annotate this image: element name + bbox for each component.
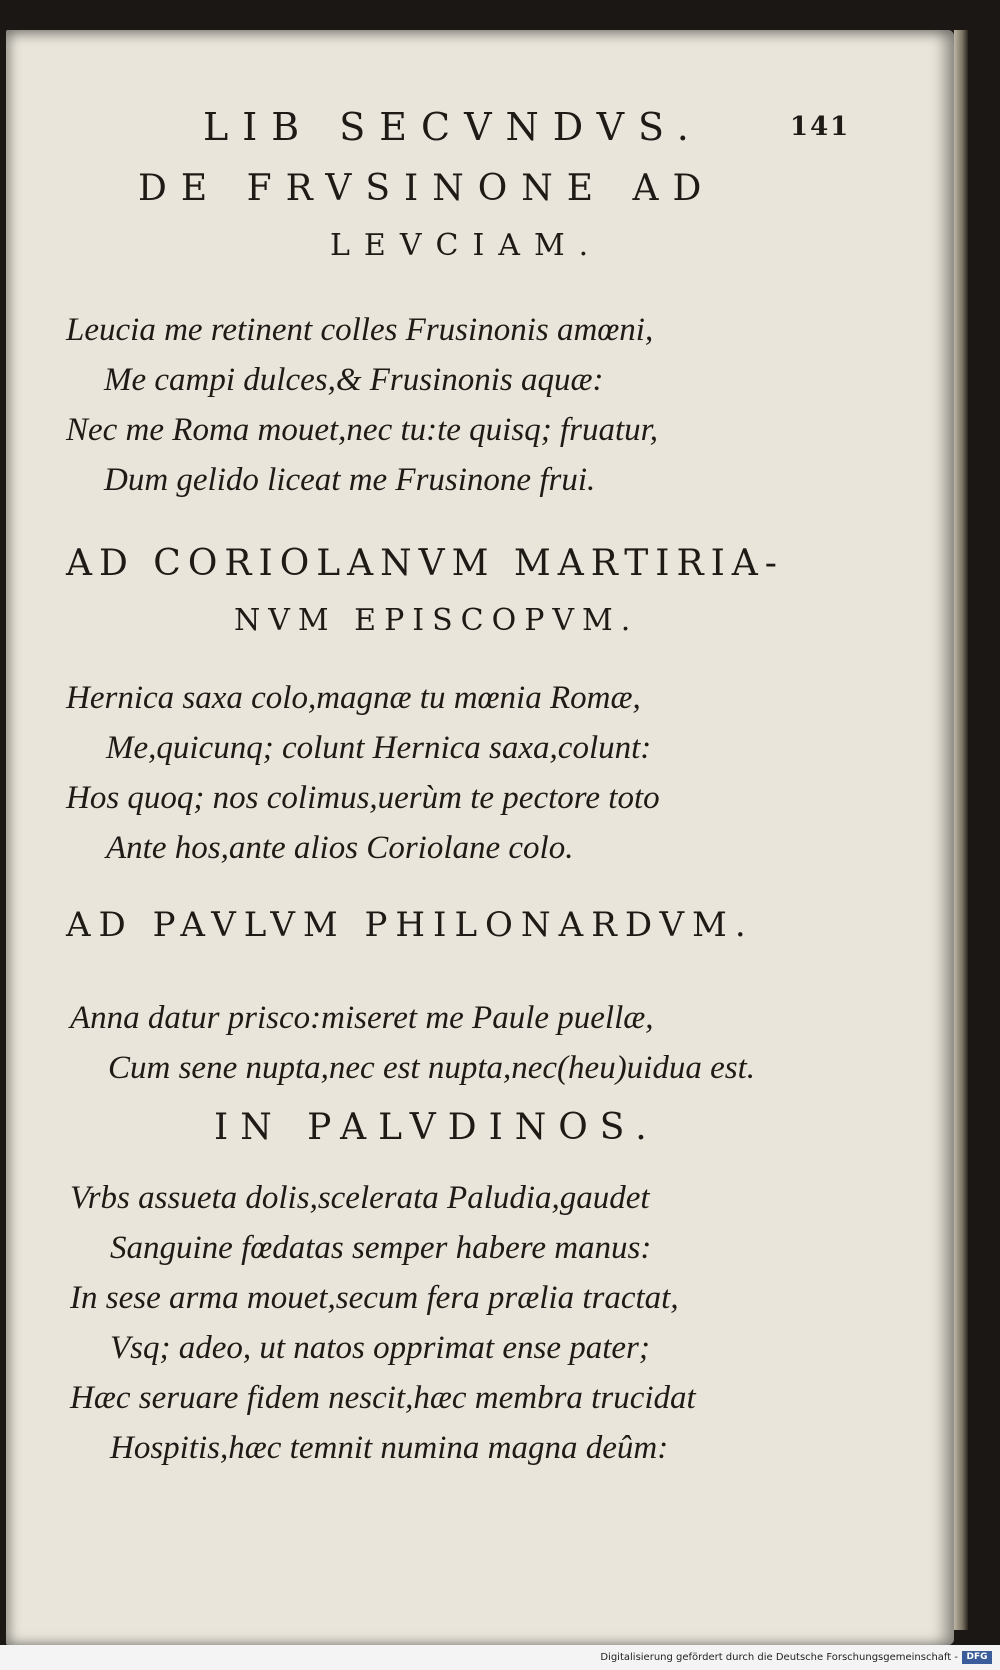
poem-2-line-1: Hernica saxa colo,magnæ tu mœnia Romæ, — [66, 680, 641, 716]
poem-1-title-line-1: DE FRVSINONE AD — [138, 168, 716, 209]
poem-3-title: AD PAVLVM PHILONARDVM. — [66, 905, 754, 945]
poem-3-line-1: Anna datur prisco:miseret me Paule puellæ, — [70, 1000, 654, 1036]
poem-4-line-1: Vrbs assueta dolis,scelerata Paludia,gaudet — [70, 1180, 650, 1216]
poem-1-line-2: Me campi dulces,& Frusinonis aquæ: — [104, 362, 604, 398]
poem-1-line-1: Leucia me retinent colles Frusinonis amœni, — [66, 312, 654, 348]
page-number: 141 — [790, 112, 851, 142]
poem-1-title-line-2: LEVCIAM. — [330, 228, 603, 263]
poem-2-title-line-2: NVM EPISCOPVM. — [234, 603, 639, 638]
poem-3-line-2: Cum sene nupta,nec est nupta,nec(heu)uidua est. — [108, 1050, 756, 1086]
poem-2-line-2: Me,quicunq; colunt Hernica saxa,colunt: — [106, 730, 652, 766]
poem-4-line-2: Sanguine fœdatas semper habere manus: — [110, 1230, 652, 1266]
running-title: LIB SECVNDVS. — [203, 105, 703, 149]
poem-2-line-4: Ante hos,ante alios Coriolane colo. — [106, 830, 574, 866]
poem-2-line-3: Hos quoq; nos colimus,uerùm te pectore toto — [66, 780, 660, 816]
poem-2-title-line-1: AD CORIOLANVM MARTIRIA- — [66, 543, 784, 584]
poem-1-line-4: Dum gelido liceat me Frusinone frui. — [104, 462, 596, 498]
poem-4-line-6: Hospitis,hæc temnit numina magna deûm: — [110, 1430, 669, 1466]
poem-4-line-3: In sese arma mouet,secum fera prælia tractat, — [70, 1280, 679, 1316]
poem-4-line-5: Hæc seruare fidem nescit,hæc membra trucidat — [70, 1380, 696, 1416]
page-edge — [954, 30, 968, 1630]
dfg-logo: DFG — [962, 1651, 992, 1664]
poem-1-line-3: Nec me Roma mouet,nec tu:te quisq; fruatur, — [66, 412, 659, 448]
digitization-credit: Digitalisierung gefördert durch die Deutsche Forschungsgemeinschaft - — [600, 1652, 958, 1663]
poem-4-line-4: Vsq; adeo, ut natos opprimat ense pater; — [110, 1330, 650, 1366]
poem-4-title: IN PALVDINOS. — [214, 1107, 659, 1148]
